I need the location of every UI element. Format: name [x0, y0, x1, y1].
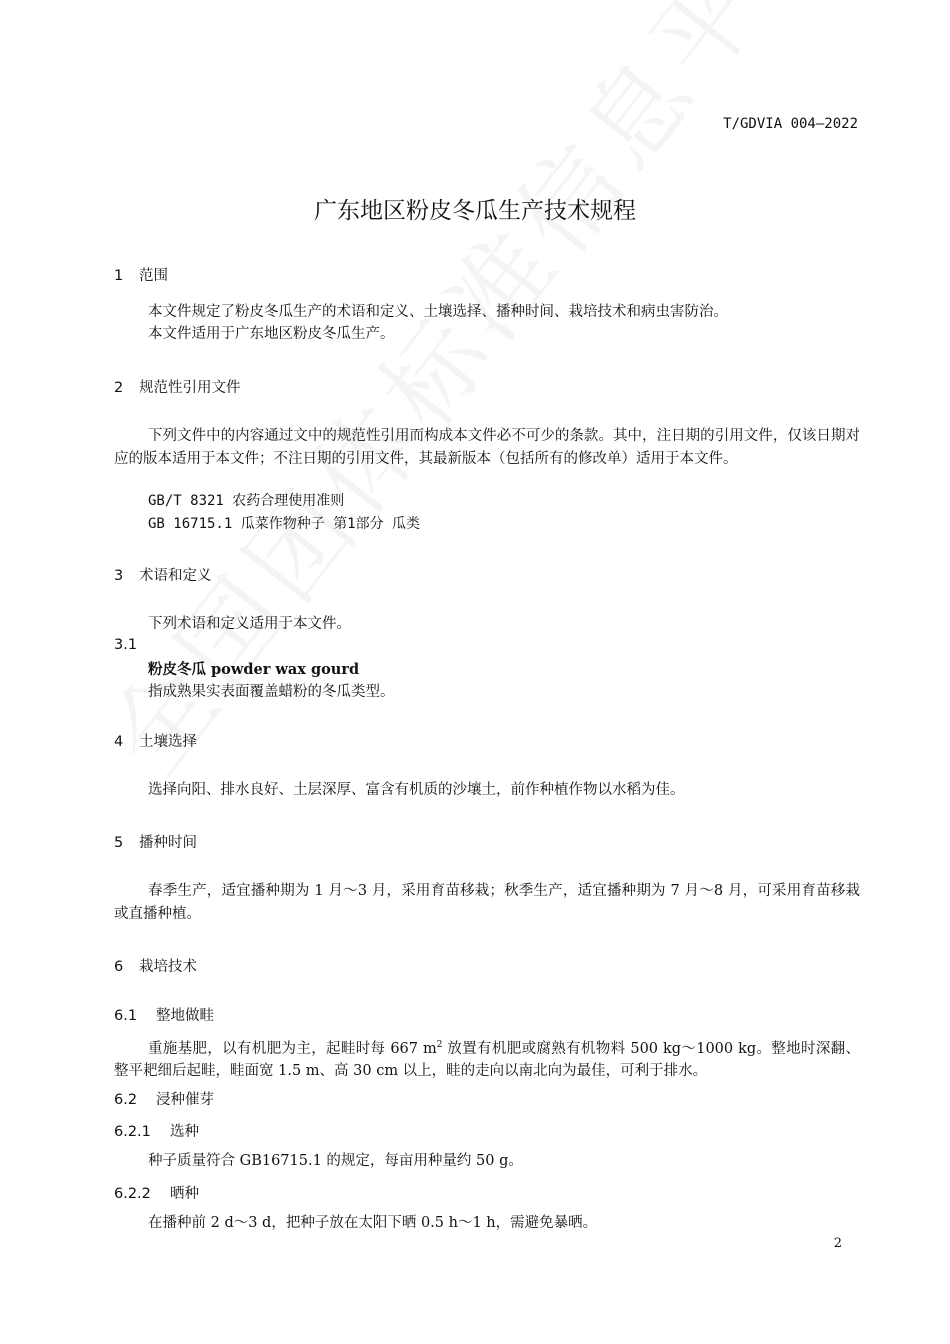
section-title: 播种时间	[139, 835, 197, 851]
subsection-title: 整地做畦	[156, 1008, 214, 1024]
section-number: 3	[114, 568, 124, 584]
subsection-number: 6.2.2	[114, 1186, 151, 1202]
page-number: 2	[833, 1236, 842, 1251]
subsection-title: 晒种	[170, 1186, 199, 1202]
section-6-heading	[114, 955, 197, 976]
section-number: 5	[114, 835, 124, 851]
section-3-heading	[114, 564, 212, 585]
section-5-heading	[114, 831, 197, 852]
section-1-heading	[114, 264, 168, 285]
term-definition: 指成熟果实表面覆盖蜡粉的冬瓜类型。	[148, 684, 395, 700]
subsection-title: 浸种催芽	[156, 1092, 214, 1108]
section-number: 2	[114, 380, 124, 396]
section-2-heading	[114, 376, 241, 397]
subsection-6-2-1-heading	[114, 1120, 199, 1141]
standard-code: T/GDVIA 004—2022	[723, 116, 858, 132]
section-4-heading	[114, 730, 197, 751]
paragraph: 本文件规定了粉皮冬瓜生产的术语和定义、土壤选择、播种时间、栽培技术和病虫害防治。	[148, 304, 728, 320]
section-number: 4	[114, 734, 124, 750]
section-title: 范围	[139, 268, 168, 284]
subsection-number: 6.2.1	[114, 1124, 151, 1140]
paragraph: 在播种前 2 d～3 d，把种子放在太阳下晒 0.5 h～1 h，需避免暴晒。	[148, 1215, 598, 1231]
document-title: 广东地区粉皮冬瓜生产技术规程	[314, 198, 636, 224]
paragraph: 本文件适用于广东地区粉皮冬瓜生产。	[148, 326, 395, 342]
subsection-number: 6.1	[114, 1008, 138, 1024]
paragraph: 下列术语和定义适用于本文件。	[148, 616, 351, 632]
reference-item: GB/T 8321 农药合理使用准则	[148, 493, 345, 509]
term-name: 粉皮冬瓜 powder wax gourd	[148, 661, 360, 678]
paragraph: 种子质量符合 GB16715.1 的规定，每亩用种量约 50 g。	[148, 1153, 523, 1169]
section-number: 1	[114, 268, 124, 284]
section-title: 栽培技术	[139, 959, 197, 975]
subsection-number: 6.2	[114, 1092, 138, 1108]
paragraph: 选择向阳、排水良好、土层深厚、富含有机质的沙壤土，前作种植作物以水稻为佳。	[148, 782, 685, 798]
paragraph: 春季生产，适宜播种期为 1 月～3 月，采用育苗移栽；秋季生产，适宜播种期为 7 月～8 月，可采用育苗移栽或直播种植。	[114, 883, 860, 922]
section-title: 土壤选择	[139, 734, 197, 750]
section-title: 术语和定义	[139, 568, 212, 584]
paragraph: 下列文件中的内容通过文中的规范性引用而构成本文件必不可少的条款。其中，注日期的引用文件，仅该日期对应的版本适用于本文件；不注日期的引用文件，其最新版本（包括所有的修改单）适用于本文件。	[114, 428, 860, 467]
paragraph-text: 重施基肥，以有机肥为主，起畦时每 667 m	[148, 1040, 437, 1057]
subsection-6-2-2-heading	[114, 1182, 199, 1203]
subsection-title: 选种	[170, 1124, 199, 1140]
reference-item: GB 16715.1 瓜菜作物种子 第1部分 瓜类	[148, 516, 421, 532]
subsection-6-1-heading	[114, 1004, 214, 1025]
superscript: 2	[436, 1040, 443, 1050]
subsection-6-2-heading	[114, 1088, 214, 1109]
section-title: 规范性引用文件	[139, 380, 241, 396]
section-number: 6	[114, 959, 124, 975]
term-number: 3.1	[114, 637, 138, 653]
paragraph-text: 放置有机肥或腐熟有机物料 500 kg～1000 kg。整地时深翻、整平耙细后起畦，畦面宽 1.5 m、高 30 cm 以上，畦的走向以南北向为最佳，可利于排水。	[114, 1040, 860, 1080]
paragraph	[114, 1034, 860, 1083]
